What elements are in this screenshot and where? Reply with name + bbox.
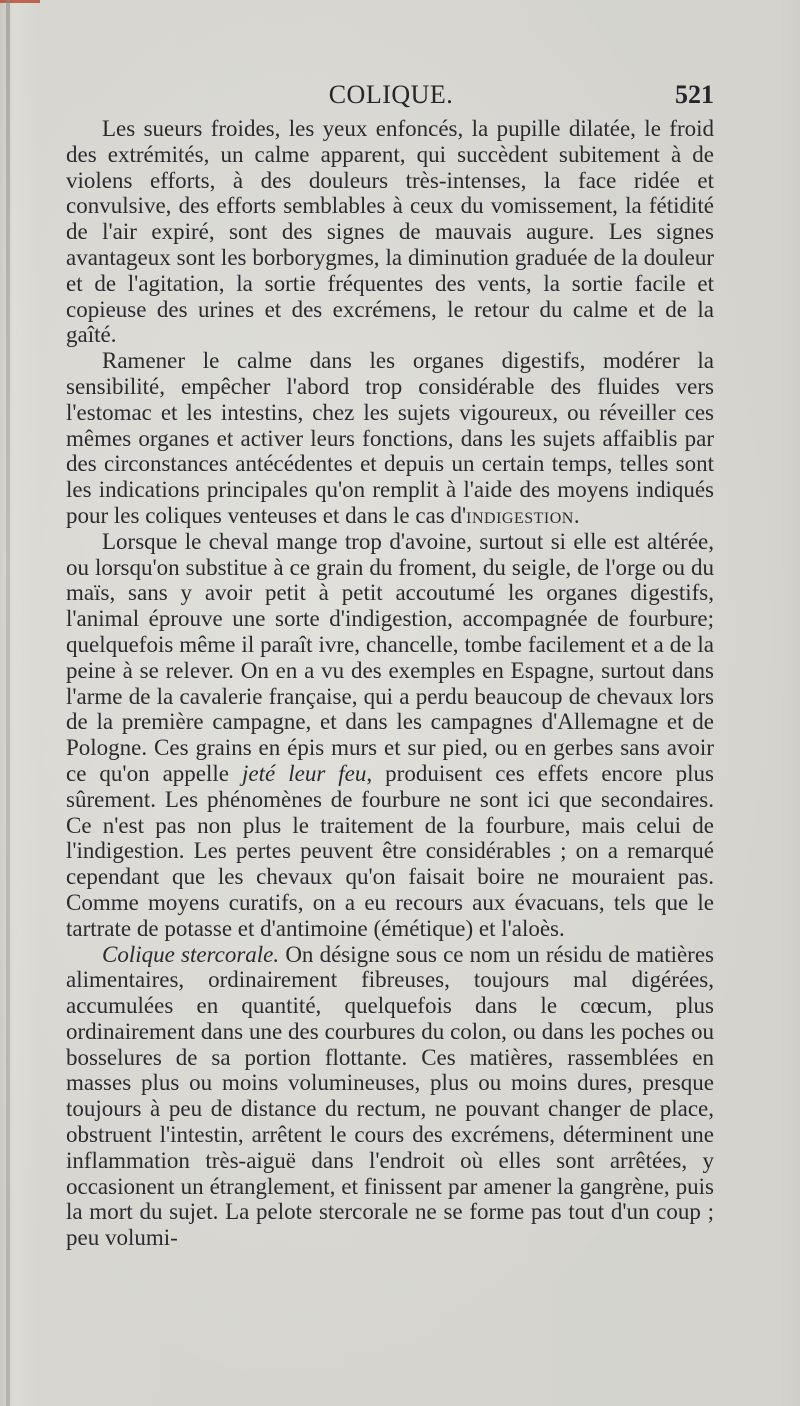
paragraph-4 [66, 942, 714, 1252]
page-binding-edge [6, 0, 10, 1406]
paragraph-2-text: Ramener le calme dans les organes digestifs, modérer la sensibilité, empêcher l'abord trop considérable des fluides vers l'estomac et les intestins, chez les sujets vigoureux, ou réveiller ces mêmes organes et activer leurs fonctions, dans les sujets affaiblis par des circonstances antécédentes et depuis un certain temps, telles sont les indications principales qu'on remplit à l'aide des moyens indiqués pour les coliques venteuses et dans le cas d' [66, 348, 714, 528]
paragraph-2 [66, 348, 714, 529]
running-header [68, 80, 714, 114]
paragraph-1-text: Les sueurs froides, les yeux enfoncés, la pupille dilatée, le froid des extrémités, un calme apparent, qui succèdent subitement à de violens efforts, à des douleurs très-intenses, la face ridée et convulsive, des efforts semblables à ceux du vomissement, la fétidité de l'air expiré, sont des signes de mauvais augure. Les signes avantageux sont les borborygmes, la diminution graduée de la douleur et de l'agitation, la sortie fréquentes des vents, la sortie facile et copieuse des urines et des excrémens, le retour du calme et de la gaîté. [66, 116, 714, 348]
italic-phrase: jeté leur feu [242, 760, 367, 786]
indigestion-reference: indigestion [466, 502, 574, 528]
paragraph-1 [66, 116, 714, 348]
paragraph-3-text: Lorsque le cheval mange trop d'avoine, surtout si elle est altérée, ou lorsqu'on substitue à ce grain du froment, du seigle, de l'orge ou du maïs, sans y avoir petit à petit accoutumé les organes digestifs, l'animal éprouve une sorte d'indigestion, accompagnée de fourbure; quelquefois même il paraît ivre, chancelle, tombe facilement et a de la peine à se relever. On en a vu des exemples en Espagne, surtout dans l'arme de la cavalerie française, qui a perdu beaucoup de chevaux lors de la première campagne, et dans les campagnes d'Allemagne et de Pologne. Ces grains en épis murs et sur pied, ou en gerbes sans avoir ce qu'on appelle [66, 528, 714, 786]
page-number: 521 [675, 80, 714, 109]
body-text [66, 116, 714, 1251]
page-title: COLIQUE. [328, 80, 454, 109]
paragraph-3 [66, 529, 714, 942]
paragraph-2-tail: . [573, 502, 580, 528]
paragraph-4-text: On désigne sous ce nom un résidu de matières alimentaires, ordinairement fibreuses, toujours mal digérées, accumulées en quantité, quelquefois dans le cœcum, plus ordinairement dans une des courbures du colon, ou dans les poches ou bosselures de sa portion flottante. Ces matières, rassemblées en masses plus ou moins volumineuses, plus ou moins dures, presque toujours à peu de distance du rectum, ne pouvant changer de place, obstruent l'intestin, arrêtent le cours des excrémens, déterminent une inflammation très-aiguë dans l'endroit où elles sont arrêtées, y occasionent un étranglement, et finissent par amener la gangrène, puis la mort du sujet. La pelote stercorale ne se forme pas tout d'un coup ; peu volumi- [66, 941, 715, 1251]
paragraph-3-tail: , produisent ces effets encore plus sûrement. Les phénomènes de fourbure ne sont ici que secondaires. Ce n'est pas non plus le traitement de la fourbure, mais celui de l'indigestion. Les pertes peuvent être considérables ; on a remarqué cependant que les chevaux qu'on faisait boire ne mouraient pas. Comme moyens curatifs, on a eu recours aux évacuans, tels que le tartrate de potasse et d'antimoine (émétique) et l'aloès. [66, 760, 714, 941]
section-heading-colique-stercorale: Colique stercorale. [102, 941, 280, 967]
